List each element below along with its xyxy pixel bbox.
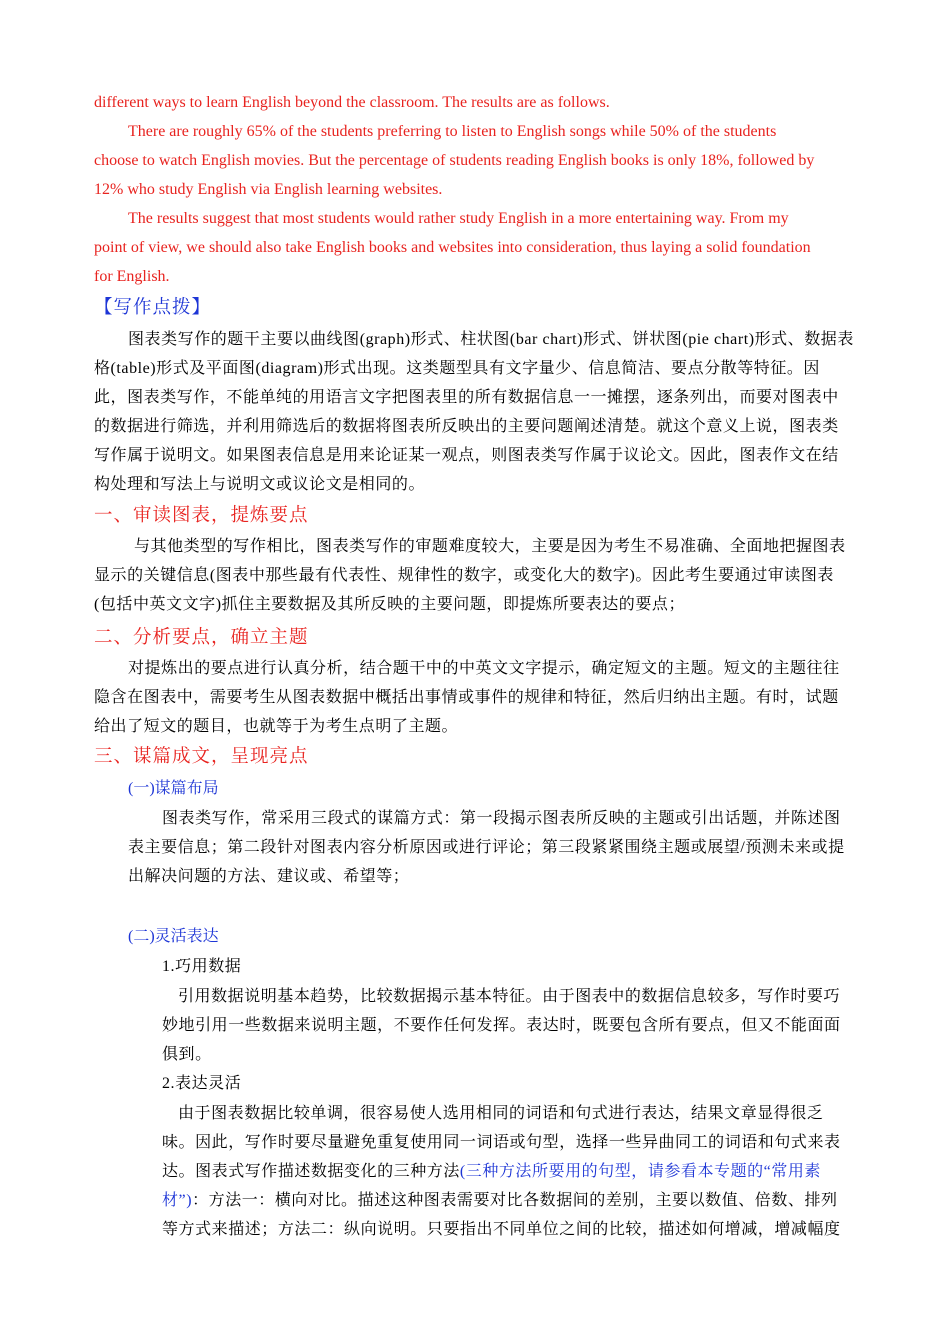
tips-intro-line: 构处理和写法上与说明文或议论文是相同的。 [94,476,426,493]
item1-line: 引用数据说明基本趋势，比较数据揭示基本特征。由于图表中的数据信息较多，写作时要巧 [178,988,841,1005]
subsection1-line: 图表类写作，常采用三段式的谋篇方式：第一段揭示图表所反映的主题或引出话题，并陈述图 [162,810,841,827]
essay-line: 12% who study English via English learning websites. [94,181,443,198]
item1-line: 妙地引用一些数据来说明主题，不要作任何发挥。表达时，既要包含所有要点，但又不能面面 [162,1017,841,1034]
item2-line: 由于图表数据比较单调，很容易使人选用相同的词语和句式进行表达，结果文章显得很乏 [178,1105,824,1122]
section1-line: 与其他类型的写作相比，图表类写作的审题难度较大，主要是因为考生不易准确、全面地把握图表 [134,538,846,555]
tips-heading: 【写作点拨】 [94,298,212,318]
tips-intro-line: 的数据进行筛选，并利用筛选后的数据将图表所反映出的主要问题阐述清楚。就这个意义上说，图表类 [94,418,839,435]
essay-line: point of view, we should also take English books and websites into consideration, thus laying a solid foundation [94,239,811,256]
item2-text: 达。图表式写作描述数据变化的三种方法 [162,1163,460,1180]
tips-intro-line: 此，图表类写作，不能单纯的用语言文字把图表里的所有数据信息一一摊摆，逐条列出，而要对图表中 [94,389,839,406]
section1-heading: 一、审读图表，提炼要点 [94,506,309,526]
subsection2-heading: (二)灵活表达 [128,928,219,945]
essay-line: for English. [94,268,170,285]
tips-intro-line: 格(table)形式及平面图(diagram)形式出现。这类题型具有文字量少、信息简洁、要点分散等特征。因 [94,360,820,377]
essay-line: choose to watch English movies. But the percentage of students reading English books is only 18%, followed by [94,152,815,169]
section1-line: 显示的关键信息(图表中那些最有代表性、规律性的数字，或变化大的数字)。因此考生要通过审读图表 [94,567,834,584]
essay-line: There are roughly 65% of the students preferring to listen to English songs while 50% of the students [128,123,777,140]
item2-line: 味。因此，写作时要尽量避免重复使用同一词语或句型，选择一些异曲同工的词语和句式来表 [162,1134,841,1151]
section2-line: 隐含在图表中，需要考生从图表数据中概括出事情或事件的规律和特征，然后归纳出主题。有时，试题 [94,689,839,706]
section2-heading: 二、分析要点，确立主题 [94,628,309,648]
subsection1-line: 出解决问题的方法、建议或、希望等； [128,868,410,885]
section1-line: (包括中英文文字)抓住主要数据及其所反映的主要问题，即提炼所要表达的要点； [94,596,686,613]
essay-line: different ways to learn English beyond the classroom. The results are as follows. [94,94,610,111]
essay-line: The results suggest that most students would rather study English in a more entertaining way. From my [128,210,789,227]
tips-intro-line: 写作属于说明文。如果图表信息是用来论证某一观点，则图表类写作属于议论文。因此，图表作文在结 [94,447,839,464]
section3-heading: 三、谋篇成文，呈现亮点 [94,747,309,767]
reference-note: 材”) [162,1192,193,1209]
item1-title: 1.巧用数据 [162,958,242,975]
item2-line-mixed [162,1186,838,1215]
item1-line: 俱到。 [162,1046,212,1063]
tips-intro-line: 图表类写作的题干主要以曲线图(graph)形式、柱状图(bar chart)形式、饼状图(pie chart)形式、数据表 [128,331,854,348]
section2-line: 给出了短文的题目，也就等于为考生点明了主题。 [94,718,459,735]
item2-line: 等方式来描述；方法二：纵向说明。只要指出不同单位之间的比较，描述如何增减，增减幅度 [162,1221,841,1238]
item2-line-mixed [162,1157,821,1186]
subsection1-heading: (一)谋篇布局 [128,780,219,797]
reference-note: (三种方法所要用的句型，请参看本专题的“常用素 [459,1163,821,1180]
item2-title: 2.表达灵活 [162,1075,242,1092]
subsection1-line: 表主要信息；第二段针对图表内容分析原因或进行评论；第三段紧紧围绕主题或展望/预测未来或提 [128,839,845,856]
item2-text: ：方法一：横向对比。描述这种图表需要对比各数据间的差别，主要以数值、倍数、排列 [192,1192,838,1209]
section2-line: 对提炼出的要点进行认真分析，结合题干中的中英文文字提示，确定短文的主题。短文的主题往往 [128,660,840,677]
